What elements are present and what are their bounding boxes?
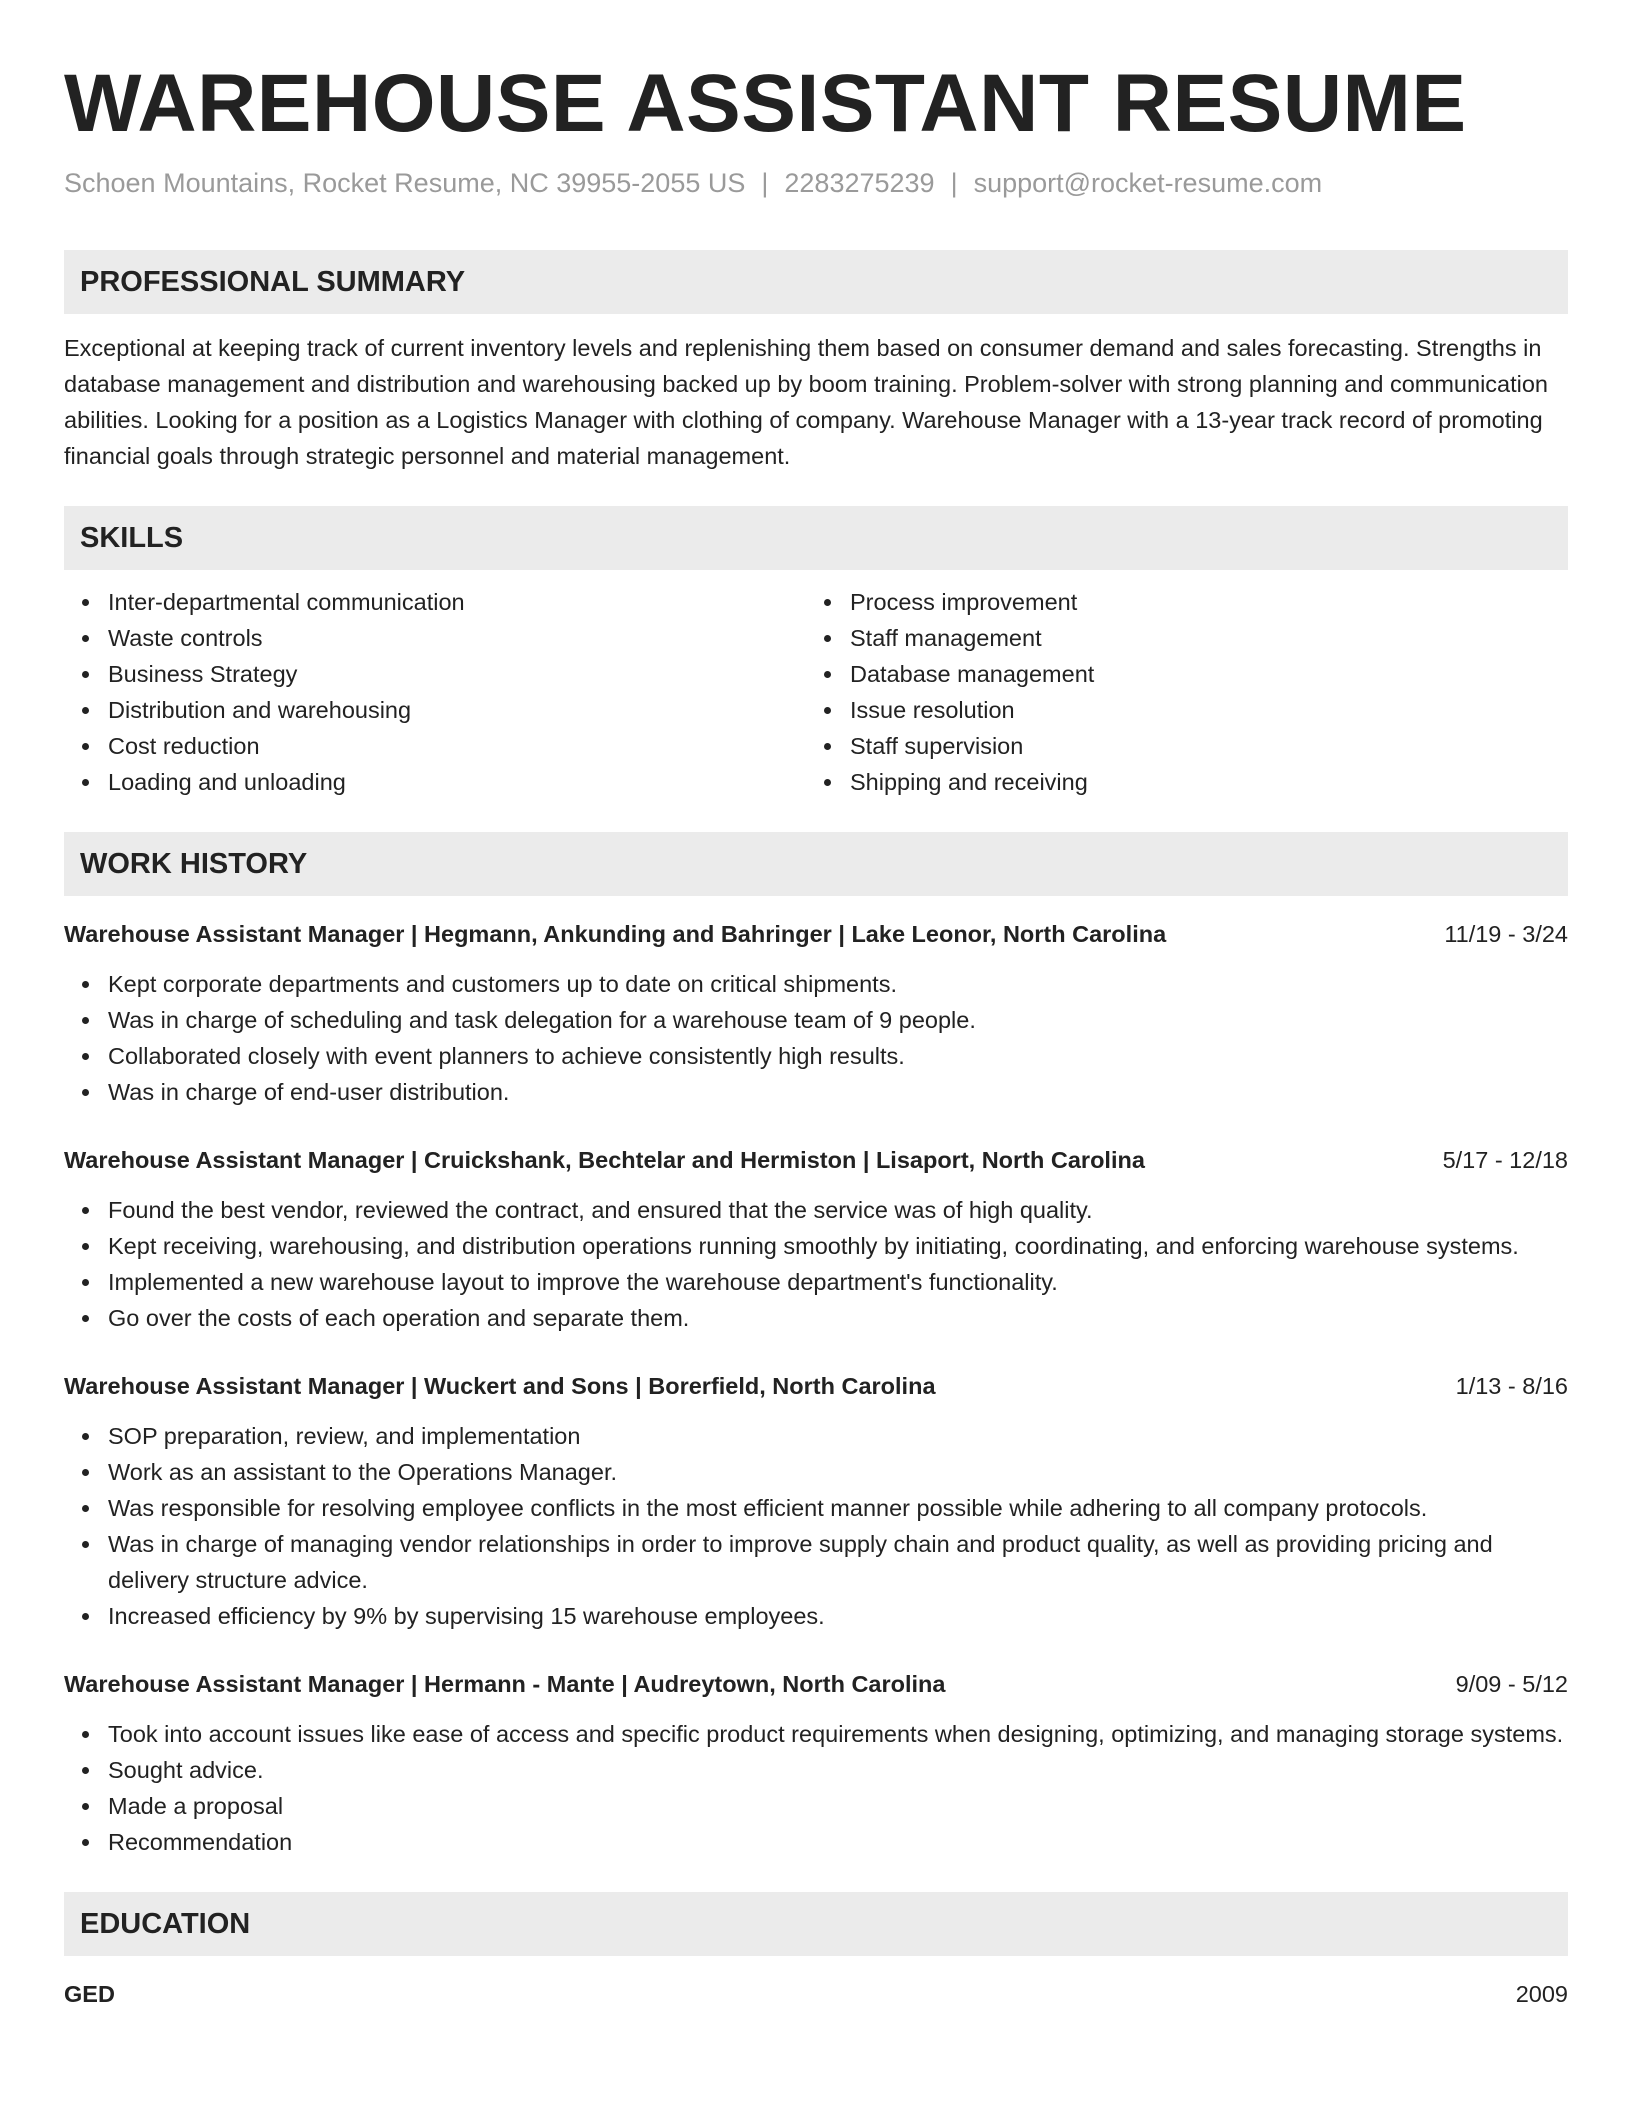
job-bullet: Sought advice.: [108, 1752, 1568, 1788]
skill-item: Cost reduction: [108, 728, 806, 764]
job-dates: 9/09 - 5/12: [1455, 1671, 1568, 1697]
skills-grid: [64, 584, 1568, 800]
job-header: [64, 1142, 1568, 1178]
job-title: Warehouse Assistant Manager | Wuckert and Sons | Borerfield, North Carolina: [64, 1373, 936, 1399]
job-bullet: SOP preparation, review, and implementation: [108, 1418, 1568, 1454]
job-title: Warehouse Assistant Manager | Hermann - Mante | Audreytown, North Carolina: [64, 1671, 946, 1697]
job-bullet: Collaborated closely with event planners to achieve consistently high results.: [108, 1038, 1568, 1074]
education-degree: GED: [64, 1981, 115, 2007]
contact-line: [64, 166, 1568, 200]
education-year: 2009: [1515, 1981, 1568, 2007]
job-bullet: Work as an assistant to the Operations Manager.: [108, 1454, 1568, 1490]
contact-phone: 2283275239: [784, 168, 935, 198]
contact-address: Schoen Mountains, Rocket Resume, NC 39955-2055 US: [64, 168, 746, 198]
skill-item: Staff management: [850, 620, 1548, 656]
contact-separator: |: [761, 168, 769, 198]
resume-title: WAREHOUSE ASSISTANT RESUME: [64, 58, 1467, 149]
resume-page: [64, 0, 1568, 2012]
job-bullet: Recommendation: [108, 1824, 1568, 1860]
job-bullet: Increased efficiency by 9% by supervising 15 warehouse employees.: [108, 1598, 1568, 1634]
job-bullet: Was responsible for resolving employee conflicts in the most efficient manner possible while adhering to all company protocols.: [108, 1490, 1568, 1526]
skill-item: Waste controls: [108, 620, 806, 656]
skill-item: Shipping and receiving: [850, 764, 1548, 800]
job-entry: [64, 1142, 1568, 1336]
job-bullet: Found the best vendor, reviewed the contract, and ensured that the service was of high quality.: [108, 1192, 1568, 1228]
skill-item: Issue resolution: [850, 692, 1548, 728]
job-dates: 11/19 - 3/24: [1444, 921, 1568, 947]
job-bullet: Was in charge of managing vendor relationships in order to improve supply chain and product quality, as well as providing pricing and delivery structure advice.: [108, 1526, 1568, 1598]
job-header: [64, 1666, 1568, 1702]
job-entry: [64, 1666, 1568, 1860]
skill-item: Business Strategy: [108, 656, 806, 692]
contact-separator: |: [950, 168, 958, 198]
job-bullet: Took into account issues like ease of access and specific product requirements when designing, optimizing, and managing storage systems.: [108, 1716, 1568, 1752]
skill-item: Inter-departmental communication: [108, 584, 806, 620]
summary-text: Exceptional at keeping track of current inventory levels and replenishing them based on consumer demand and sales forecasting. Strengths in database management and distribution and warehousing backed up by boom training. Problem-solver with strong planning and communication abilities. Looking for a position as a Logistics Manager with clothing of company. Warehouse Manager with a 13-year track record of promoting financial goals through strategic personnel and material management.: [64, 335, 1548, 469]
skills-column-right: [806, 584, 1548, 800]
section-header-work-history: WORK HISTORY: [64, 832, 1568, 896]
job-bullet: Made a proposal: [108, 1788, 1568, 1824]
skill-item: Distribution and warehousing: [108, 692, 806, 728]
job-bullet: Kept receiving, warehousing, and distribution operations running smoothly by initiating, coordinating, and enforcing warehouse systems.: [108, 1228, 1568, 1264]
job-bullet: Was in charge of scheduling and task delegation for a warehouse team of 9 people.: [108, 1002, 1568, 1038]
skill-item: Loading and unloading: [108, 764, 806, 800]
job-bullet: Kept corporate departments and customers up to date on critical shipments.: [108, 966, 1568, 1002]
job-entry: [64, 916, 1568, 1110]
section-header-summary: PROFESSIONAL SUMMARY: [64, 250, 1568, 314]
job-title: Warehouse Assistant Manager | Hegmann, Ankunding and Bahringer | Lake Leonor, North Carolina: [64, 921, 1167, 947]
education-entry: [64, 1976, 1568, 2012]
skills-column-left: [64, 584, 806, 800]
job-entry: [64, 1368, 1568, 1634]
job-bullet: Implemented a new warehouse layout to improve the warehouse department's functionality.: [108, 1264, 1568, 1300]
section-header-skills: SKILLS: [64, 506, 1568, 570]
section-header-education: EDUCATION: [64, 1892, 1568, 1956]
job-title: Warehouse Assistant Manager | Cruickshank, Bechtelar and Hermiston | Lisaport, North Carolina: [64, 1147, 1145, 1173]
job-dates: 5/17 - 12/18: [1442, 1147, 1568, 1173]
job-dates: 1/13 - 8/16: [1455, 1373, 1568, 1399]
job-bullets: [64, 1716, 1568, 1860]
job-bullet: Was in charge of end-user distribution.: [108, 1074, 1568, 1110]
skill-item: Process improvement: [850, 584, 1548, 620]
job-bullets: [64, 966, 1568, 1110]
contact-email: support@rocket-resume.com: [973, 168, 1323, 198]
job-bullet: Go over the costs of each operation and separate them.: [108, 1300, 1568, 1336]
job-header: [64, 916, 1568, 952]
job-bullets: [64, 1418, 1568, 1634]
skill-item: Staff supervision: [850, 728, 1548, 764]
skill-item: Database management: [850, 656, 1548, 692]
job-bullets: [64, 1192, 1568, 1336]
job-header: [64, 1368, 1568, 1404]
